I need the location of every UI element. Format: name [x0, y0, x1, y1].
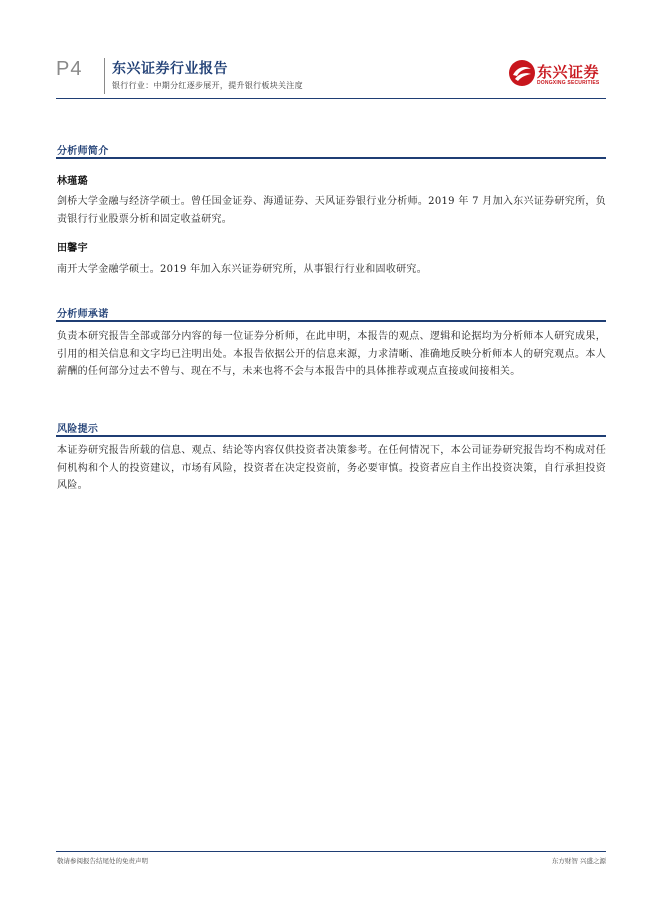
- section-rule: [56, 157, 606, 159]
- page-number: P4: [56, 58, 83, 80]
- analyst-name: 田馨宇: [57, 243, 88, 254]
- section-rule: [56, 435, 606, 437]
- logo-mark-icon: [508, 59, 536, 87]
- section-title-analyst-intro: 分析师简介: [57, 146, 109, 157]
- section-title-risk-warning: 风险提示: [57, 424, 99, 435]
- risk-warning-text: 本证券研究报告所载的信息、观点、结论等内容仅供投资者决策参考。在任何情况下，本公司证券研究报告均不构成对任何机构和个人的投资建议，市场有风险，投资者在决定投资前，务必要审慎。投资者应自主作出投资决策，自行承担投资风险。: [57, 445, 606, 491]
- section-title-analyst-commitment: 分析师承诺: [57, 309, 109, 320]
- report-subtitle: 银行行业：中期分红逐步展开，提升银行板块关注度: [112, 81, 303, 90]
- analyst-bio: 南开大学金融学硕士。2019 年加入东兴证券研究所，从事银行行业和固收研究。: [57, 264, 428, 275]
- company-logo: [508, 59, 608, 91]
- analyst-name: 林瑾璐: [57, 176, 88, 187]
- footer-rule: [56, 851, 606, 852]
- footer-disclaimer-note: 敬请参阅报告结尾处的免责声明: [57, 857, 148, 865]
- logo-name-en: DONGXING SECURITIES: [537, 80, 600, 86]
- header-rule: [56, 98, 606, 99]
- section-rule: [56, 320, 606, 322]
- commitment-text: 负责本研究报告全部或部分内容的每一位证券分析师，在此申明，本报告的观点、逻辑和论据均为分析师本人研究成果，引用的相关信息和文字均已注明出处。本报告依据公开的信息来源，力求清晰、准确地反映分析师本人的研究观点。本人薪酬的任何部分过去不曾与、现在不与，未来也将不会与本报告中的具体推荐或观点直接或间接相关。: [57, 331, 606, 377]
- footer-slogan: 东方财智 兴盛之源: [551, 857, 606, 865]
- logo-name-cn: 东兴证券: [537, 63, 600, 81]
- header-divider: [104, 58, 105, 94]
- analyst-bio: 剑桥大学金融与经济学硕士。曾任国金证券、海通证券、天风证券银行业分析师。2019 年 7 月加入东兴证券研究所，负责银行行业股票分析和固定收益研究。: [57, 196, 606, 225]
- report-title: 东兴证券行业报告: [112, 61, 228, 77]
